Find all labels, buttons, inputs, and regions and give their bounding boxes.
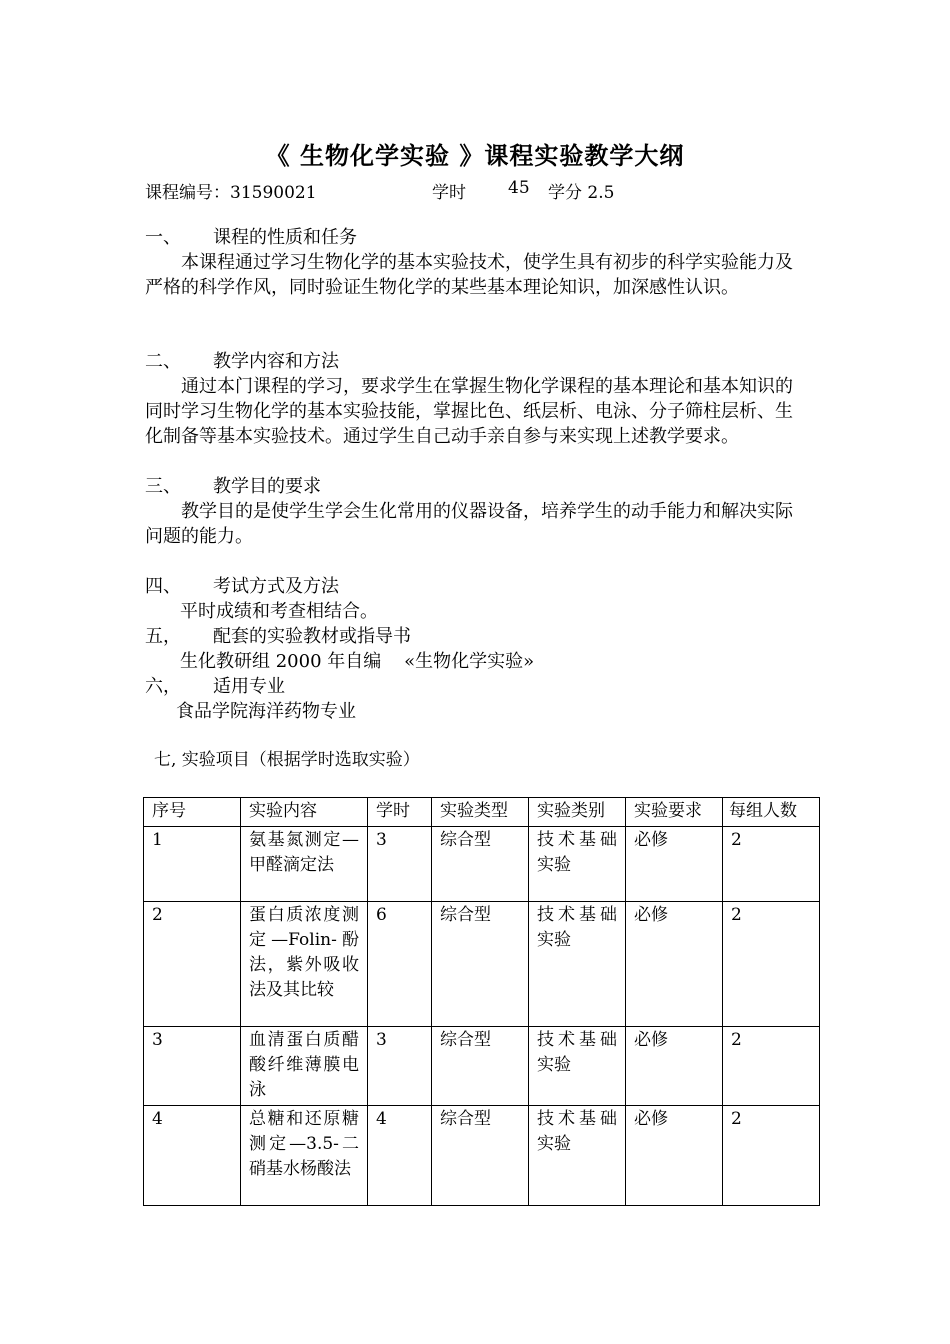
table-cell: 必修 (626, 1027, 723, 1106)
section-4-heading (145, 574, 339, 599)
table-cell: 4 (368, 1106, 432, 1206)
section-2-heading (145, 349, 339, 374)
section-heading-text: 课程的性质和任务 (213, 227, 357, 248)
section-number: 四、 (145, 576, 181, 597)
table-cell: 1 (144, 827, 241, 902)
header-cell: 学时 (368, 798, 432, 827)
table-cell: 2 (144, 902, 241, 1027)
table-cell: 2 (723, 902, 820, 1027)
table-cell: 技术基础实验 (529, 1106, 626, 1206)
section-1-heading (145, 225, 357, 250)
table-cell: 总糖和还原糖测定—3.5-二硝基水杨酸法 (241, 1106, 368, 1206)
table-cell: 综合型 (432, 1106, 529, 1206)
section-5-heading (145, 624, 411, 649)
section-3-body (145, 499, 810, 549)
section-7-title: 七, 实验项目（根据学时选取实验） (154, 750, 420, 770)
table-row (144, 1027, 820, 1106)
hours-label: 学时 (432, 183, 466, 203)
section-heading-text: 教学目的要求 (213, 476, 321, 497)
header-cell: 实验要求 (626, 798, 723, 827)
header-cell: 实验类型 (432, 798, 529, 827)
course-code: 课程编号：31590021 (145, 183, 317, 203)
section-5-body: 生化教研组 2000 年自编 «生物化学实验» (180, 651, 535, 672)
section-body-text: 通过本门课程的学习，要求学生在掌握生物化学课程的基本理论和基本知识的同时学习生物化学的基本实验技能，掌握比色、纸层析、电泳、分子筛柱层析、生化制备等基本实验技术。通过学生自己动手亲自参与来实现上述教学要求。 (145, 376, 793, 447)
table-header-row (144, 798, 820, 827)
header-cell: 实验内容 (241, 798, 368, 827)
section-heading-text: 考试方式及方法 (213, 576, 339, 597)
credit: 学分 2.5 (548, 183, 615, 203)
section-6-body: 食品学院海洋药物专业 (176, 701, 356, 722)
table-cell: 4 (144, 1106, 241, 1206)
section-1-body (145, 250, 810, 300)
section-heading-text: 教学内容和方法 (213, 351, 339, 372)
table-cell: 综合型 (432, 902, 529, 1027)
section-number: 一、 (145, 227, 181, 248)
table-row (144, 827, 820, 902)
header-cell: 实验类别 (529, 798, 626, 827)
table-cell: 2 (723, 827, 820, 902)
table-cell: 必修 (626, 827, 723, 902)
table-cell: 必修 (626, 902, 723, 1027)
table-cell: 3 (368, 827, 432, 902)
table-cell: 综合型 (432, 1027, 529, 1106)
section-4-body: 平时成绩和考查相结合。 (180, 601, 378, 622)
section-heading-text: 配套的实验教材或指导书 (213, 626, 411, 647)
experiment-table (143, 797, 820, 1206)
table-cell: 2 (723, 1027, 820, 1106)
table-cell: 氨基氮测定—甲醛滴定法 (241, 827, 368, 902)
table-cell: 技术基础实验 (529, 827, 626, 902)
document-title: 《 生物化学实验 》课程实验教学大纲 (265, 141, 685, 170)
table-cell: 3 (144, 1027, 241, 1106)
table-cell: 3 (368, 1027, 432, 1106)
table-cell: 蛋白质浓度测定—Folin-酚法，紫外吸收法及其比较 (241, 902, 368, 1027)
table-row (144, 902, 820, 1027)
section-body-text: 本课程通过学习生物化学的基本实验技术，使学生具有初步的科学实验能力及严格的科学作风，同时验证生物化学的某些基本理论知识，加深感性认识。 (145, 252, 793, 298)
hours-value: 45 (508, 178, 530, 198)
section-number: 二、 (145, 351, 181, 372)
table-cell: 2 (723, 1106, 820, 1206)
table-cell: 必修 (626, 1106, 723, 1206)
section-body-text: 教学目的是使学生学会生化常用的仪器设备，培养学生的动手能力和解决实际问题的能力。 (145, 501, 793, 547)
section-2-body (145, 374, 810, 449)
table-cell: 血清蛋白质醋酸纤维薄膜电泳 (241, 1027, 368, 1106)
header-cell: 序号 (144, 798, 241, 827)
section-number: 三、 (145, 476, 181, 497)
section-heading-text: 适用专业 (213, 676, 285, 697)
header-cell: 每组人数 (723, 798, 820, 827)
section-number: 六， (145, 676, 181, 697)
table-cell: 综合型 (432, 827, 529, 902)
table-cell: 技术基础实验 (529, 1027, 626, 1106)
table-row (144, 1106, 820, 1206)
table-cell: 6 (368, 902, 432, 1027)
table-cell: 技术基础实验 (529, 902, 626, 1027)
section-3-heading (145, 474, 321, 499)
section-number: 五， (145, 626, 181, 647)
section-6-heading (145, 674, 285, 699)
